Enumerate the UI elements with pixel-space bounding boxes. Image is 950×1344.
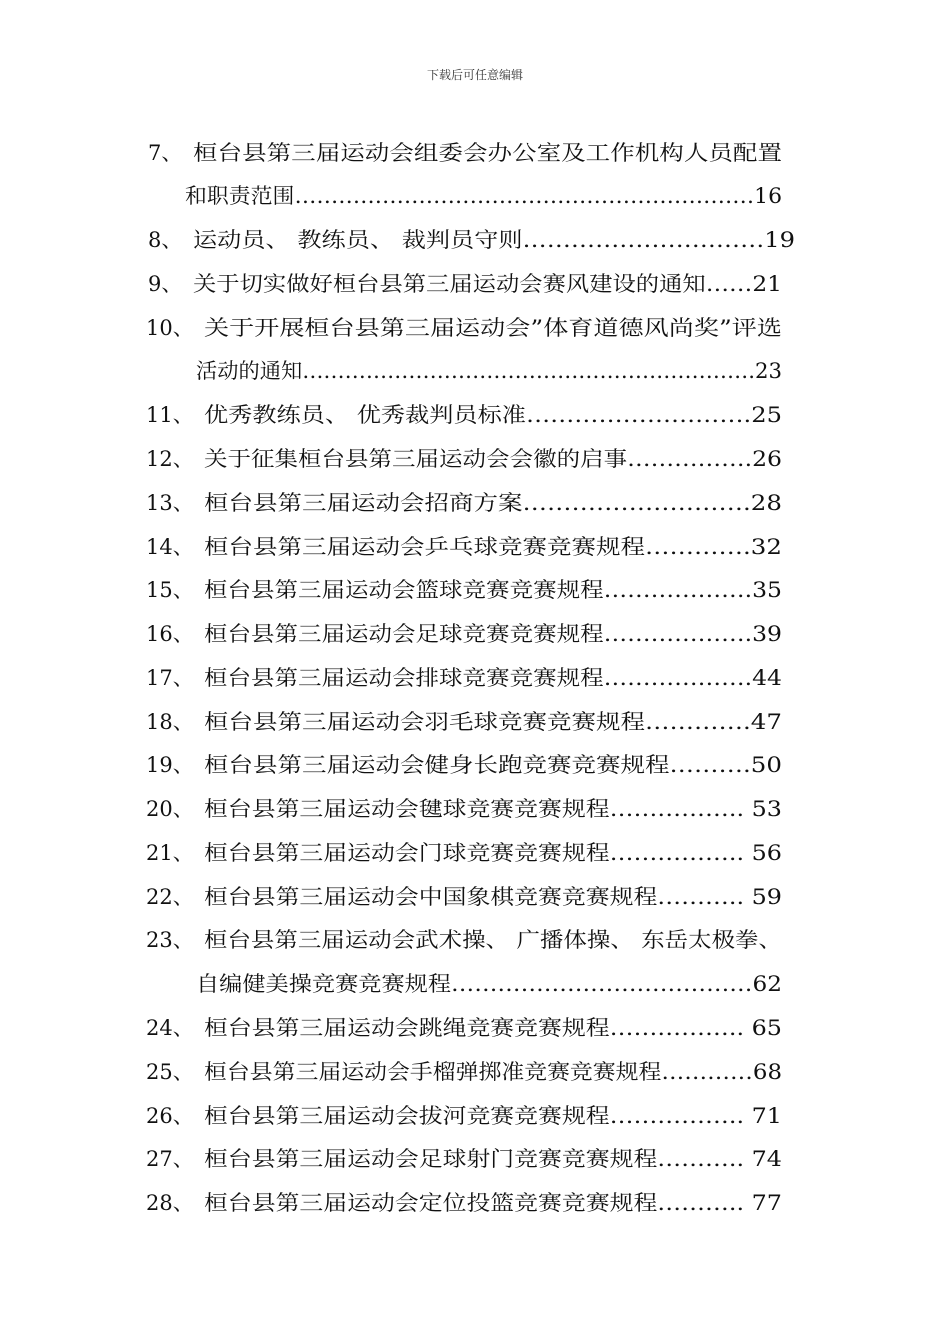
toc-entry-number: 15、 xyxy=(146,578,194,602)
toc-entry-number: 17、 xyxy=(146,666,194,690)
toc-entry-text: 桓台县第三届运动会羽毛球竞赛竞赛规程………….47 xyxy=(204,710,782,734)
toc-entry-number: 21、 xyxy=(146,841,194,865)
toc-entry-number: 19、 xyxy=(146,753,194,777)
toc-entry xyxy=(0,1143,950,1175)
toc-entry xyxy=(0,312,950,344)
toc-entry xyxy=(0,487,950,519)
toc-entry xyxy=(0,399,950,431)
toc-entry-number: 16、 xyxy=(146,622,194,646)
toc-entry xyxy=(0,224,950,256)
toc-entry-number: 8、 xyxy=(148,228,183,252)
toc-entry-number: 12、 xyxy=(146,447,194,471)
toc-entry xyxy=(0,137,950,169)
toc-entry xyxy=(0,924,950,956)
toc-entry-text: 桓台县第三届运动会定位投篮竞赛竞赛规程……….. 77 xyxy=(204,1191,782,1215)
toc-entry-text: 运动员、 教练员、 裁判员守则…………………………19 xyxy=(193,228,796,252)
toc-entry-number: 26、 xyxy=(146,1104,194,1128)
toc-entry-number: 25、 xyxy=(146,1060,194,1084)
toc-entry-number: 28、 xyxy=(146,1191,194,1215)
toc-entry-text: 关于征集桓台县第三届运动会会徽的启事…………….26 xyxy=(204,447,783,471)
toc-entry xyxy=(0,793,950,825)
toc-entry-text: 和职责范围………………………………………………………16 xyxy=(185,184,783,208)
toc-entry-continuation xyxy=(0,968,950,1000)
toc-entry-text: 桓台县第三届运动会组委会办公室及工作机构人员配置 xyxy=(193,141,783,165)
toc-entry-text: 桓台县第三届运动会招商方案……………………….28 xyxy=(204,491,782,515)
toc-entry-number: 22、 xyxy=(146,885,194,909)
toc-entry xyxy=(0,574,950,606)
page-header: 下载后可任意编辑 xyxy=(426,68,523,82)
toc-entry-text: 桓台县第三届运动会足球竞赛竞赛规程……………….39 xyxy=(204,622,783,646)
toc-entry-continuation xyxy=(0,180,950,212)
toc-entry xyxy=(0,1012,950,1044)
toc-entry-number: 23、 xyxy=(146,928,194,952)
toc-entry-text: 桓台县第三届运动会手榴弹掷准竞赛竞赛规程…………68 xyxy=(204,1060,783,1084)
toc-entry-text: 关于切实做好桓台县第三届运动会赛风建设的通知……21 xyxy=(193,272,783,296)
toc-entry-text: 活动的通知……………………………………………………….23 xyxy=(196,359,783,383)
toc-entry-text: 桓台县第三届运动会门球竞赛竞赛规程…………….. 56 xyxy=(204,841,782,865)
toc-entry xyxy=(0,618,950,650)
toc-entry-number: 18、 xyxy=(146,710,194,734)
toc-entry-text: 优秀教练员、 优秀裁判员标准……………………….25 xyxy=(204,403,782,427)
toc-entry-number: 11、 xyxy=(146,403,194,427)
toc-entry-text: 桓台县第三届运动会中国象棋竞赛竞赛规程……….. 59 xyxy=(204,885,782,909)
toc-entry-text: 桓台县第三届运动会跳绳竞赛竞赛规程…………….. 65 xyxy=(204,1016,782,1040)
toc-entry-text: 桓台县第三届运动会排球竞赛竞赛规程……………….44 xyxy=(204,666,783,690)
toc-entry xyxy=(0,706,950,738)
toc-entry-text: 自编健美操竞赛竞赛规程…………………………………62 xyxy=(196,972,782,996)
toc-entry-text: 桓台县第三届运动会足球射门竞赛竞赛规程……….. 74 xyxy=(204,1147,782,1171)
toc-entry-text: 桓台县第三届运动会武术操、 广播体操、 东岳太极拳、 xyxy=(204,928,782,952)
toc-entry-continuation xyxy=(0,355,950,387)
toc-entry xyxy=(0,837,950,869)
toc-entry xyxy=(0,1100,950,1132)
toc-entry-text: 桓台县第三届运动会健身长跑竞赛竞赛规程……….50 xyxy=(204,753,782,777)
toc-entry-number: 10、 xyxy=(146,316,194,340)
toc-entry-number: 13、 xyxy=(146,491,194,515)
toc-entry xyxy=(0,1187,950,1219)
toc-entry-text: 桓台县第三届运动会拔河竞赛竞赛规程…………….. 71 xyxy=(204,1104,782,1128)
toc-entry-number: 9、 xyxy=(148,272,183,296)
toc-entry xyxy=(0,881,950,913)
toc-entry-number: 24、 xyxy=(146,1016,194,1040)
toc-entry xyxy=(0,749,950,781)
toc-entry-text: 桓台县第三届运动会篮球竞赛竞赛规程……………….35 xyxy=(204,578,783,602)
toc-entry xyxy=(0,1056,950,1088)
toc-entry-text: 桓台县第三届运动会乒乓球竞赛竞赛规程………….32 xyxy=(204,535,782,559)
toc-entry-number: 7、 xyxy=(148,141,183,165)
toc-entry-text: 桓台县第三届运动会毽球竞赛竞赛规程…………….. 53 xyxy=(204,797,782,821)
toc-entry xyxy=(0,531,950,563)
toc-entry-number: 14、 xyxy=(146,535,194,559)
toc-entry-text: 关于开展桓台县第三届运动会”体育道德风尚奖”评选 xyxy=(204,316,783,340)
toc-entry-number: 27、 xyxy=(146,1147,194,1171)
toc-entry xyxy=(0,443,950,475)
toc-entry xyxy=(0,662,950,694)
toc-entry-number: 20、 xyxy=(146,797,194,821)
toc-entry xyxy=(0,268,950,300)
